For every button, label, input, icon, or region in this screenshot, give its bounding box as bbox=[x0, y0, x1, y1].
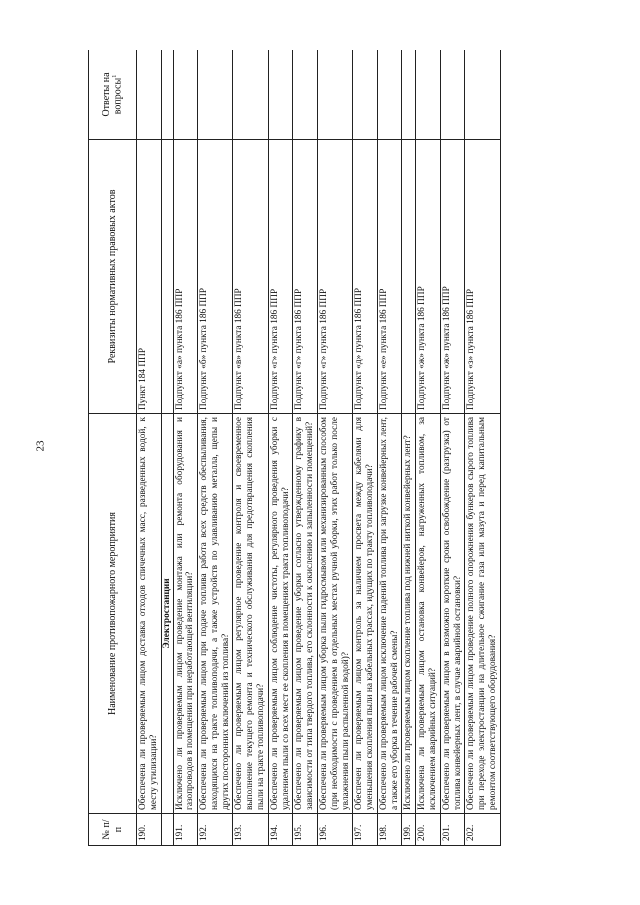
table-row bbox=[198, 50, 233, 846]
row-text: Обеспечена ли проверяемым лицом при подаче топлива работа всех средств обеспыливания, находящихся на тракте топливоподачи, а также устройств по улавливанию металла, щепы и других посторонних включений из топлива? bbox=[198, 414, 233, 814]
row-requisite: Подпункт «з» пункта 186 ППР bbox=[465, 140, 500, 414]
section-row bbox=[161, 50, 173, 846]
section-answer-cell bbox=[161, 50, 173, 140]
row-answer-cell[interactable] bbox=[293, 50, 318, 140]
header-row bbox=[89, 50, 137, 846]
row-requisite: Подпункт «ж» пункта 186 ППР bbox=[440, 140, 465, 414]
row-answer-cell[interactable] bbox=[317, 50, 352, 140]
row-text: Обеспечено ли проверяемым лицом проведение уборки согласно утвержденному графику в зависимости от типа твердого топлива, его склонности к окислению и запыленности помещений? bbox=[293, 414, 318, 814]
row-number: 194. bbox=[268, 814, 293, 846]
checklist-table-container bbox=[88, 50, 608, 846]
row-text: Обеспечено ли проверяемым лицом исключение падений топлива при загрузке конвейерных лент, а также его уборка в течение рабочей смены? bbox=[377, 414, 402, 814]
row-number: 197. bbox=[353, 814, 378, 846]
row-number: 202. bbox=[465, 814, 500, 846]
row-number: 201. bbox=[440, 814, 465, 846]
row-requisite: Подпункт «б» пункта 186 ППР bbox=[198, 140, 233, 414]
table-row bbox=[416, 50, 441, 846]
row-text: Обеспечено ли проверяемым лицом в возможно короткие сроки освобождение (разгрузка) от топлива конвейерных лент, в случае аварийной остановки? bbox=[440, 414, 465, 814]
row-number: 196. bbox=[317, 814, 352, 846]
row-text: Обеспечена ли проверяемым лицом доставка отходов спичечных масс, разведенных водой, к месту утилизации? bbox=[137, 414, 162, 814]
header-answers bbox=[89, 50, 137, 140]
rotated-page bbox=[88, 50, 608, 846]
row-requisite bbox=[402, 140, 416, 414]
row-answer-cell[interactable] bbox=[440, 50, 465, 140]
row-answer-cell[interactable] bbox=[465, 50, 500, 140]
table-row bbox=[465, 50, 500, 846]
row-answer-cell[interactable] bbox=[233, 50, 268, 140]
row-number: 195. bbox=[293, 814, 318, 846]
row-number: 200. bbox=[416, 814, 441, 846]
footnote-mark: 1 bbox=[112, 74, 119, 78]
row-answer-cell[interactable] bbox=[268, 50, 293, 140]
header-reqs: Реквизиты нормативных правовых актов bbox=[89, 140, 137, 414]
row-text: Обеспечен ли проверяемым лицом контроль за наличием просвета между кабелями для уменьшения скопления пыли на кабельных трассах, идущих по тракту топливоподачи? bbox=[353, 414, 378, 814]
header-num: № п/п bbox=[89, 814, 137, 846]
row-requisite: Подпункт «г» пункта 186 ППР bbox=[317, 140, 352, 414]
row-number: 198. bbox=[377, 814, 402, 846]
row-requisite: Подпункт «ж» пункта 186 ППР bbox=[416, 140, 441, 414]
row-requisite: Подпункт «г» пункта 186 ППР bbox=[293, 140, 318, 414]
page-number: 23 bbox=[34, 440, 47, 452]
row-requisite: Подпункт «а» пункта 186 ППР bbox=[173, 140, 198, 414]
table-row bbox=[268, 50, 293, 846]
row-number: 199. bbox=[402, 814, 416, 846]
row-answer-cell[interactable] bbox=[198, 50, 233, 140]
checklist-table bbox=[88, 50, 501, 846]
row-requisite: Пункт 184 ППР bbox=[137, 140, 162, 414]
row-text: Обеспечено ли проверяемым лицом проведение полного опорожнения бункеров сырого топлива при переходе электростанции на длительное сжигание газа или мазута и перед капитальным ремонтом соответствующего оборудования? bbox=[465, 414, 500, 814]
row-text: Обеспечено ли проверяемым лицом соблюдение чистоты, регулярного проведения уборки с удалением пыли со всех мест ее скопления в помещениях тракта топливоподачи? bbox=[268, 414, 293, 814]
row-requisite: Подпункт «в» пункта 186 ППР bbox=[233, 140, 268, 414]
table-body bbox=[137, 50, 501, 846]
table-row bbox=[440, 50, 465, 846]
row-requisite: Подпункт «д» пункта 186 ППР bbox=[353, 140, 378, 414]
table-row bbox=[402, 50, 416, 846]
row-text: Исключено ли проверяемым лицом проведение монтажа или ремонта оборудования и газопроводов в помещении при неработающей вентиляции? bbox=[173, 414, 198, 814]
table-row bbox=[233, 50, 268, 846]
row-requisite: Подпункт «е» пункта 186 ППР bbox=[377, 140, 402, 414]
row-answer-cell[interactable] bbox=[377, 50, 402, 140]
row-requisite: Подпункт «г» пункта 186 ППР bbox=[268, 140, 293, 414]
table-row bbox=[317, 50, 352, 846]
table-row bbox=[137, 50, 162, 846]
row-text: Исключена ли проверяемым лицом остановка конвейеров, нагруженных топливом, за исключением аварийных ситуаций? bbox=[416, 414, 441, 814]
row-number: 190. bbox=[137, 814, 162, 846]
header-answers-text: Ответы на вопросы bbox=[100, 72, 124, 117]
row-answer-cell[interactable] bbox=[173, 50, 198, 140]
row-number: 191. bbox=[173, 814, 198, 846]
row-number: 193. bbox=[233, 814, 268, 846]
header-name: Наименование противопожарного мероприятия bbox=[89, 414, 137, 814]
table-row bbox=[377, 50, 402, 846]
row-answer-cell[interactable] bbox=[353, 50, 378, 140]
table-row bbox=[293, 50, 318, 846]
row-answer-cell[interactable] bbox=[137, 50, 162, 140]
row-text: Обеспечено ли проверяемым лицом регулярное проведение контроля и своевременное выполнение текущего ремонта и технического обслуживания для предотвращения скопления пыли на тракте топливоподачи? bbox=[233, 414, 268, 814]
section-num-cell bbox=[161, 814, 173, 846]
row-answer-cell[interactable] bbox=[402, 50, 416, 140]
section-req-cell bbox=[161, 140, 173, 414]
table-row bbox=[353, 50, 378, 846]
section-title: Электростанции bbox=[161, 414, 173, 814]
row-text: Обеспечена ли проверяемым лицом уборка пыли гидросмывом или механизированным способом (при необходимости с проведением в отдельных местах ручной уборки, этих работ только после увлажнения пыли распыленной водой)? bbox=[317, 414, 352, 814]
row-text: Исключено ли проверяемым лицом скопление топлива под нижней ниткой конвейерных лент? bbox=[402, 414, 416, 814]
table-row bbox=[173, 50, 198, 846]
row-answer-cell[interactable] bbox=[416, 50, 441, 140]
row-number: 192. bbox=[198, 814, 233, 846]
